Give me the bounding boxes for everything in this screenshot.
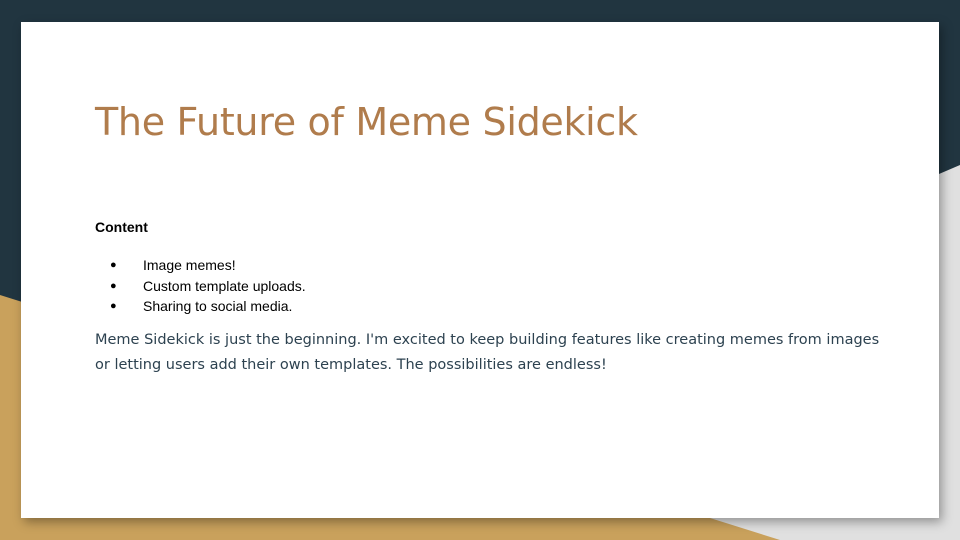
bullet-list [95, 255, 306, 317]
list-item [95, 255, 306, 276]
slide-card [21, 22, 939, 518]
body-paragraph: Meme Sidekick is just the beginning. I'm excited to keep building features like creating memes from images or letting users add their own templates. The possibilities are endless! [95, 332, 880, 373]
list-item-text: Sharing to social media. [143, 298, 293, 314]
bullet-icon: ● [110, 279, 117, 292]
list-item [95, 296, 306, 317]
slide-title: The Future of Meme Sidekick [95, 100, 638, 144]
list-item-text: Custom template uploads. [143, 277, 306, 294]
list-item [95, 276, 306, 297]
bullet-icon: ● [110, 259, 117, 271]
list-item-text: Image memes! [143, 257, 236, 273]
bullet-icon: ● [110, 300, 117, 312]
section-heading: Content [95, 219, 148, 235]
